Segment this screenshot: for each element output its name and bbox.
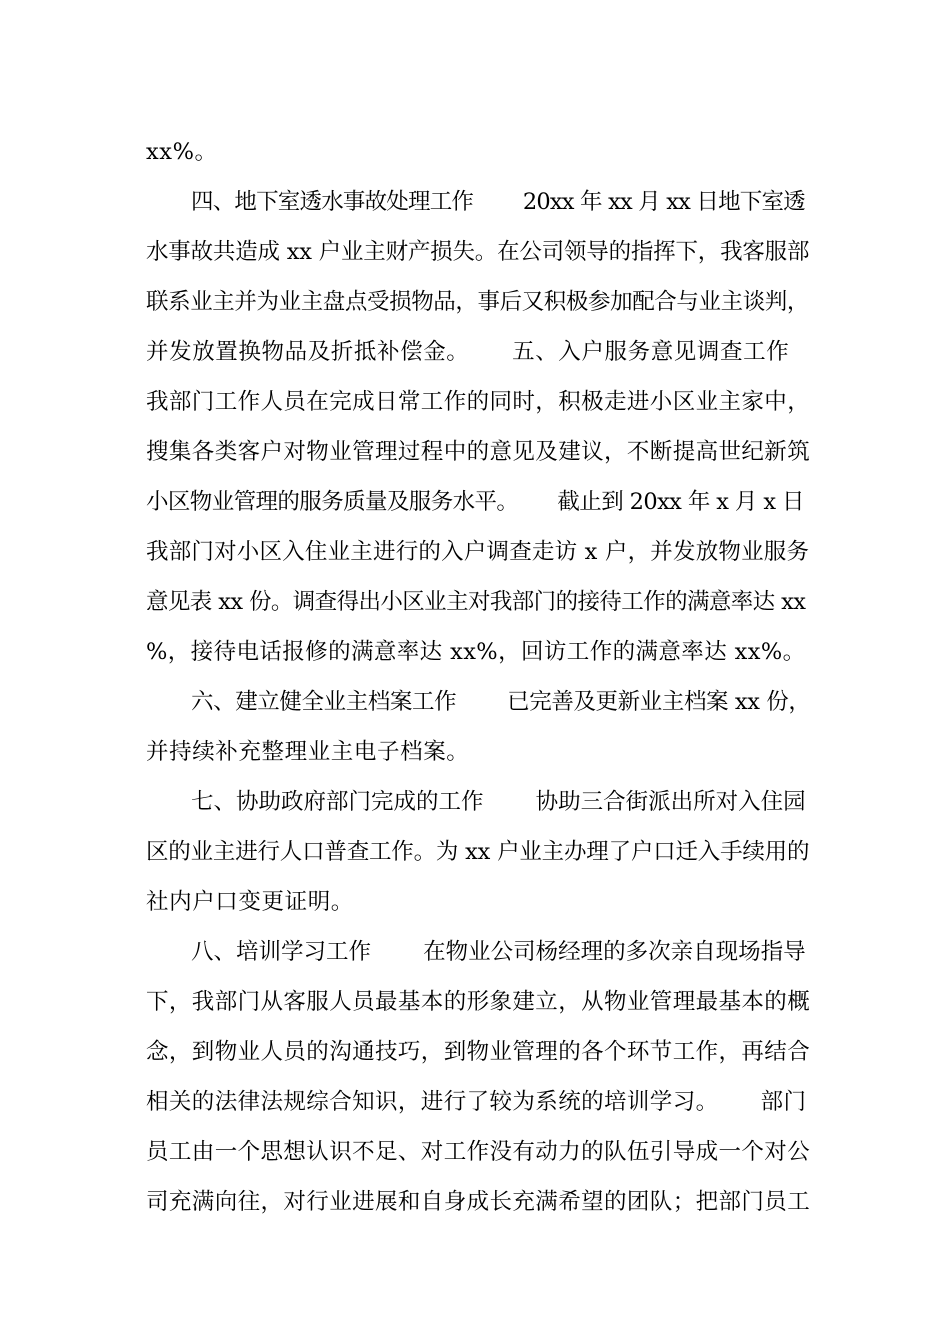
text-line: 相关的法律法规综合知识，进行了较为系统的培训学习。 部门 <box>146 1089 807 1115</box>
text-line: 我部门对小区入住业主进行的入户调查走访 x 户，并发放物业服务 <box>146 539 810 565</box>
text-line: 意见表 xx 份。调查得出小区业主对我部门的接待工作的满意率达 xx <box>146 589 806 615</box>
section-heading-line: 四、地下室透水事故处理工作 20xx 年 xx 月 xx 日地下室透 <box>191 189 805 215</box>
text-line: 联系业主并为业主盘点受损物品，事后又积极参加配合与业主谈判， <box>146 289 810 315</box>
text-line: 念，到物业人员的沟通技巧，到物业管理的各个环节工作，再结合 <box>146 1039 811 1065</box>
text-line: 区的业主进行人口普查工作。为 xx 户业主办理了户口迁入手续用的 <box>146 839 810 865</box>
text-line: %，接待电话报修的满意率达 xx%，回访工作的满意率达 xx%。 <box>146 639 806 665</box>
text-line: 并发放置换物品及折抵补偿金。 五、入户服务意见调查工作 <box>146 339 790 365</box>
section-heading-line: 六、建立健全业主档案工作 已完善及更新业主档案 xx 份， <box>191 689 811 715</box>
text-line: 搜集各类客户对物业管理过程中的意见及建议，不断提高世纪新筑 <box>146 439 811 465</box>
text-line: xx%。 <box>146 139 218 165</box>
section-heading-line: 七、协助政府部门完成的工作 协助三合街派出所对入住园 <box>191 789 806 815</box>
text-line: 下，我部门从客服人员最基本的形象建立，从物业管理最基本的概 <box>146 989 811 1015</box>
text-line: 小区物业管理的服务质量及服务水平。 截止到 20xx 年 x 月 x 日 <box>146 489 804 515</box>
text-line: 并持续补充整理业主电子档案。 <box>146 739 470 765</box>
text-line: 水事故共造成 xx 户业主财产损失。在公司领导的指挥下，我客服部 <box>146 239 810 265</box>
text-line: 我部门工作人员在完成日常工作的同时，积极走进小区业主家中， <box>146 389 811 415</box>
text-line: 员工由一个思想认识不足、对工作没有动力的队伍引导成一个对公 <box>146 1139 811 1165</box>
text-line: 社内户口变更证明。 <box>146 889 354 915</box>
text-line: 司充满向往，对行业进展和自身成长充满希望的团队；把部门员工 <box>146 1189 811 1215</box>
section-heading-line: 八、培训学习工作 在物业公司杨经理的多次亲自现场指导 <box>191 939 806 965</box>
